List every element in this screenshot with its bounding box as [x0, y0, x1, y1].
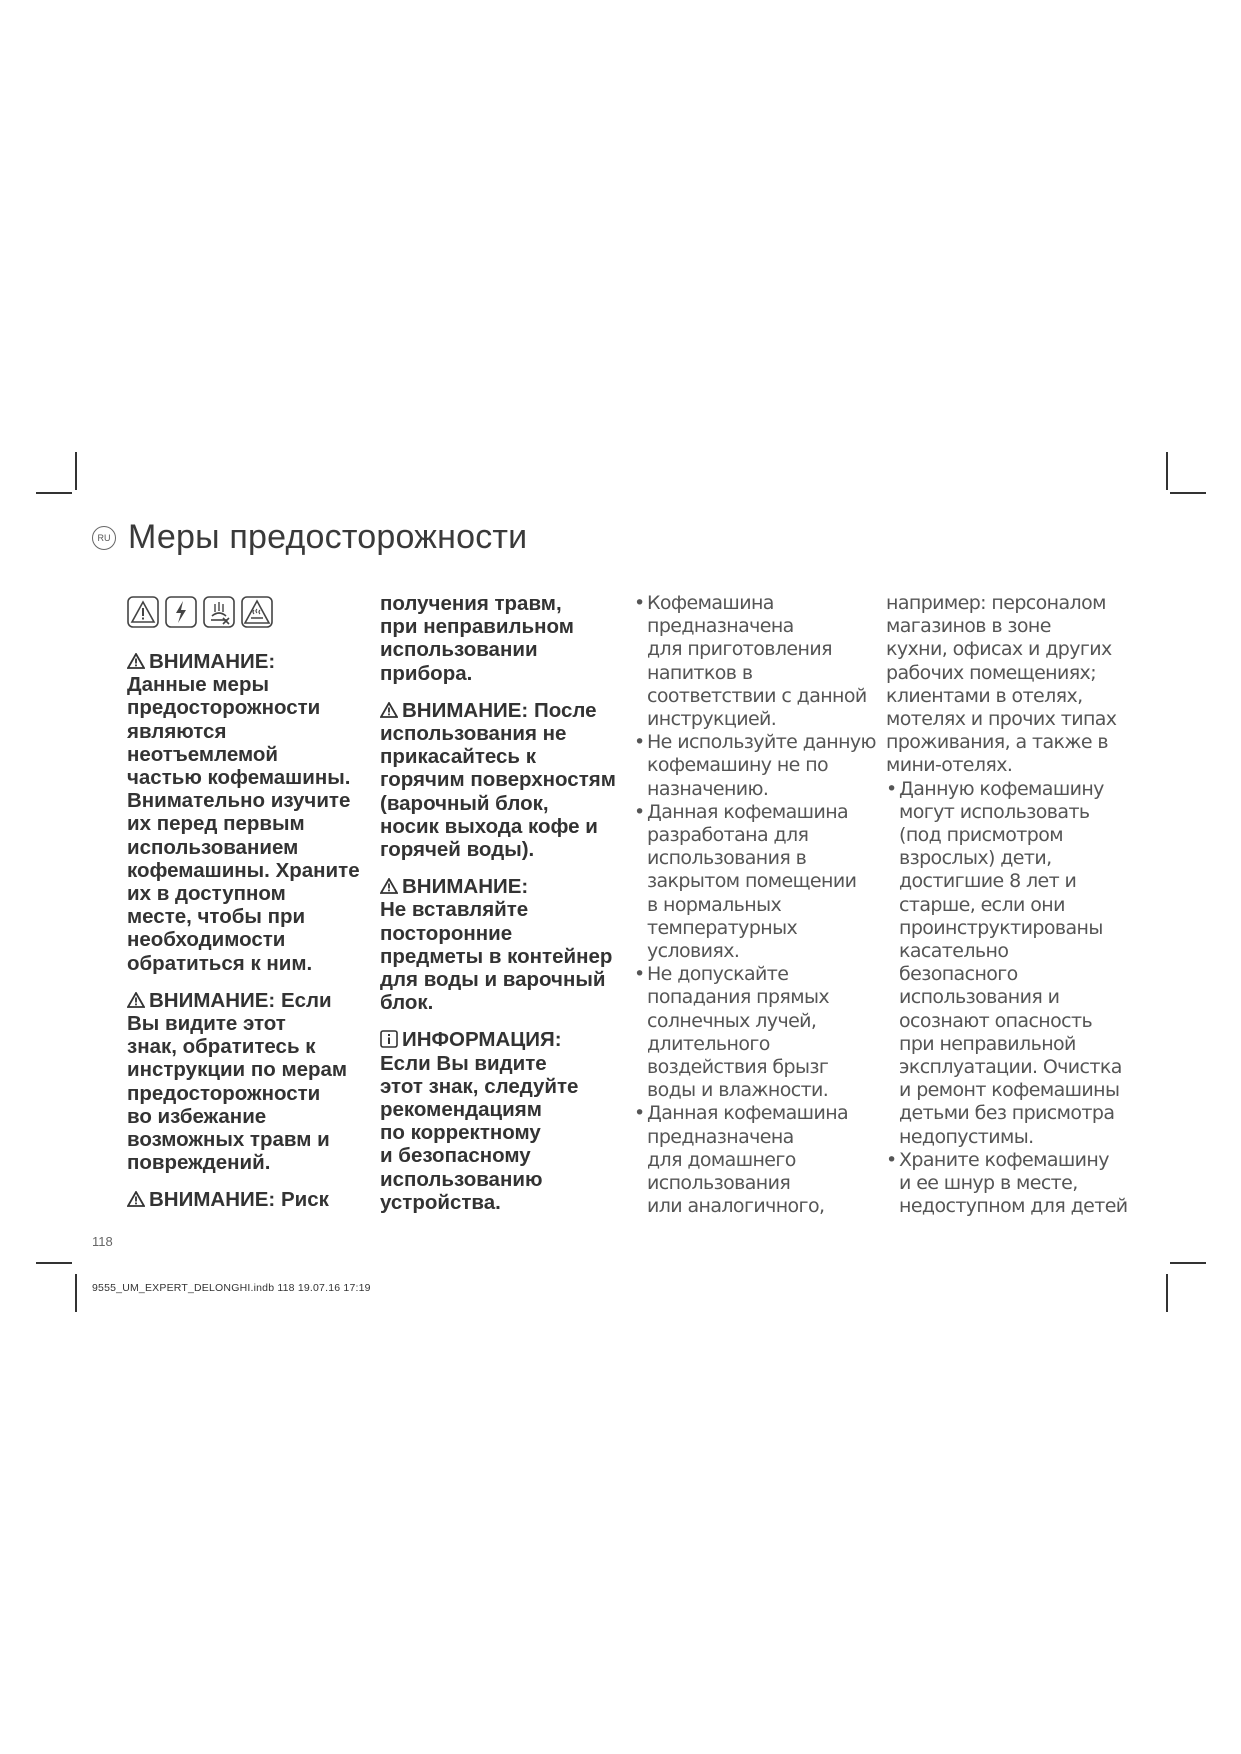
hot-surface-icon	[241, 596, 273, 628]
warning-label: ВНИМАНИЕ:	[402, 698, 529, 722]
list-item-text: Кофемашина предназначена для приготовления напитков в соответствии с данной инструкцией.	[647, 592, 867, 731]
warning-paragraph	[127, 989, 372, 1175]
warning-text: Данные меры предосторожности являются неотъемлемой частью кофемашины. Внимательно изучите их перед первым использованием кофемашины. Храните их в доступном месте, чтобы при необходимости обратиться к ним.	[127, 673, 360, 975]
crop-mark	[36, 492, 72, 494]
warning-paragraph	[380, 875, 630, 1014]
info-icon	[380, 1030, 398, 1048]
language-badge: RU	[92, 526, 116, 550]
no-insert-icon	[203, 596, 235, 628]
warning-label: ВНИМАНИЕ:	[149, 988, 276, 1012]
list-item-text: Данная кофемашина предназначена для домашнего использования или аналогичного,	[647, 1102, 849, 1218]
warning-label: ВНИМАНИЕ:	[149, 1188, 276, 1212]
warning-triangle-icon	[380, 878, 398, 894]
list-item	[886, 778, 1131, 1149]
list-item-text: Не допускайте попадания прямых солнечных лучей, длительного воздействия брызг воды и влажности.	[647, 963, 830, 1102]
list-item-text: Данную кофемашину могут использовать (под присмотром взрослых) дети, достигшие 8 лет и старше, если они проинструктированы касательно безопасного использования и осознают опасность при неправильной эксплуатации. Очистка и ремонт кофемашины детьми без присмотра недопустимы.	[899, 777, 1122, 1148]
bullet: •	[886, 777, 897, 800]
safety-icons	[127, 596, 372, 628]
page-title: Меры предосторожности	[128, 518, 528, 556]
info-paragraph	[380, 1028, 630, 1214]
warning-paragraph	[127, 650, 372, 975]
crop-mark	[75, 1274, 77, 1312]
crop-mark	[1166, 1274, 1168, 1312]
crop-mark	[1170, 492, 1206, 494]
page-number: 118	[92, 1234, 113, 1249]
list-item	[634, 1102, 879, 1218]
list-item	[634, 801, 879, 963]
warning-text: Если Вы видите этот знак, обратитесь к инструкции по мерам предосторожности во избежание возможных травм и повреждений.	[127, 988, 348, 1175]
bullet: •	[634, 800, 645, 823]
warning-label: ВНИМАНИЕ:	[402, 875, 529, 899]
list-item	[634, 592, 879, 731]
info-label: ИНФОРМАЦИЯ:	[402, 1028, 562, 1052]
column-2	[380, 592, 630, 1214]
crop-mark	[1166, 452, 1168, 490]
warning-triangle-icon	[380, 702, 398, 718]
list-item-text: Данная кофемашина разработана для использования в закрытом помещении в нормальных температурных условиях.	[647, 800, 857, 963]
warning-triangle-icon	[127, 992, 145, 1008]
warning-text: После использования не прикасайтесь к горячим поверхностям (варочный блок, носик выхода кофе и горячей воды).	[380, 698, 616, 862]
bullet: •	[634, 1102, 645, 1125]
bullet: •	[634, 592, 645, 614]
bullet: •	[886, 1148, 897, 1171]
column-4	[886, 592, 1131, 1218]
list-item-continuation: например: персоналом магазинов в зоне кухни, офисах и других рабочих помещениях; клиентами в отелях, мотелях и прочих типах проживания, а также в мини-отелях.	[886, 592, 1117, 777]
warning-triangle-icon	[127, 1191, 145, 1207]
column-3	[634, 592, 879, 1218]
warning-label: ВНИМАНИЕ:	[149, 650, 276, 673]
list-item-text: Не используйте данную кофемашину не по назначению.	[647, 731, 876, 800]
warning-continuation: получения травм, при неправильном использовании прибора.	[380, 592, 574, 685]
info-text: Если Вы видите этот знак, следуйте рекомендациям по корректному и безопасному использованию устройства.	[380, 1051, 579, 1214]
crop-mark	[75, 452, 77, 490]
crop-mark	[36, 1262, 72, 1264]
electric-shock-icon	[165, 596, 197, 628]
warning-triangle-icon	[127, 596, 159, 628]
list-item	[634, 963, 879, 1102]
warning-paragraph	[127, 1188, 372, 1211]
list-item	[634, 731, 879, 801]
warning-paragraph	[380, 699, 630, 861]
warning-triangle-icon	[127, 653, 145, 669]
column-1	[127, 592, 372, 1212]
bullet: •	[634, 731, 645, 754]
page-header	[92, 518, 527, 557]
print-slug: 9555_UM_EXPERT_DELONGHI.indb 118 19.07.16 17:19	[92, 1282, 371, 1294]
list-item	[886, 1149, 1131, 1219]
warning-text: Риск	[275, 1188, 329, 1212]
list-item-text: Храните кофемашину и ее шнур в месте, недоступном для детей	[899, 1148, 1128, 1218]
crop-mark	[1170, 1262, 1206, 1264]
bullet: •	[634, 963, 645, 986]
warning-text: Не вставляйте посторонние предметы в контейнер для воды и варочный блок.	[380, 898, 613, 1015]
